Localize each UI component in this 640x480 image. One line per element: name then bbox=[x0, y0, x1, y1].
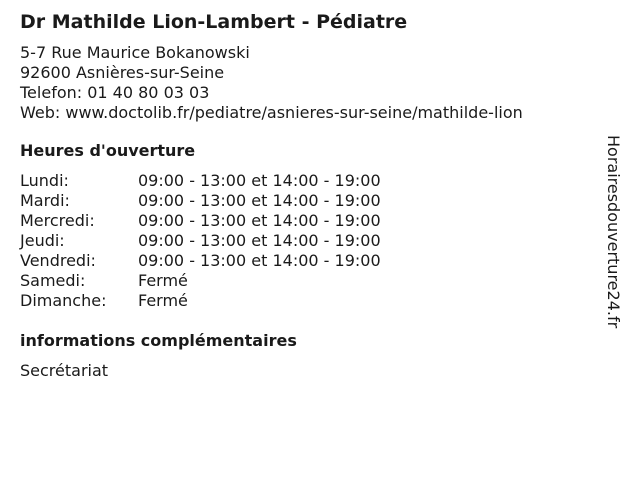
practice-title: Dr Mathilde Lion-Lambert - Pédiatre bbox=[20, 11, 408, 33]
day-label: Mardi: bbox=[20, 191, 70, 210]
day-hours: Fermé bbox=[138, 291, 188, 310]
site-watermark: Horairesdouverture24.fr bbox=[604, 135, 623, 329]
day-label: Vendredi: bbox=[20, 251, 96, 270]
address-line-1: 5-7 Rue Maurice Bokanowski bbox=[20, 43, 250, 62]
opening-hours-table bbox=[20, 171, 600, 311]
phone-line: Telefon: 01 40 80 03 03 bbox=[20, 83, 210, 102]
day-hours: 09:00 - 13:00 et 14:00 - 19:00 bbox=[138, 171, 381, 190]
address-line-2: 92600 Asnières-sur-Seine bbox=[20, 63, 225, 82]
hours-row-monday bbox=[20, 171, 600, 191]
additional-info-heading: informations complémentaires bbox=[20, 331, 297, 350]
hours-row-saturday bbox=[20, 271, 600, 291]
hours-row-sunday bbox=[20, 291, 600, 311]
day-hours: 09:00 - 13:00 et 14:00 - 19:00 bbox=[138, 251, 381, 270]
hours-row-thursday bbox=[20, 231, 600, 251]
hours-row-friday bbox=[20, 251, 600, 271]
day-label: Dimanche: bbox=[20, 291, 107, 310]
hours-row-tuesday bbox=[20, 191, 600, 211]
day-hours: Fermé bbox=[138, 271, 188, 290]
day-label: Samedi: bbox=[20, 271, 86, 290]
day-hours: 09:00 - 13:00 et 14:00 - 19:00 bbox=[138, 231, 381, 250]
day-label: Lundi: bbox=[20, 171, 69, 190]
opening-hours-heading: Heures d'ouverture bbox=[20, 141, 196, 160]
hours-row-wednesday bbox=[20, 211, 600, 231]
day-label: Jeudi: bbox=[20, 231, 65, 250]
web-line: Web: www.doctolib.fr/pediatre/asnieres-sur-seine/mathilde-lion bbox=[20, 103, 523, 122]
day-hours: 09:00 - 13:00 et 14:00 - 19:00 bbox=[138, 211, 381, 230]
practice-card bbox=[20, 10, 600, 381]
additional-info-text: Secrétariat bbox=[20, 361, 109, 380]
day-label: Mercredi: bbox=[20, 211, 95, 230]
day-hours: 09:00 - 13:00 et 14:00 - 19:00 bbox=[138, 191, 381, 210]
